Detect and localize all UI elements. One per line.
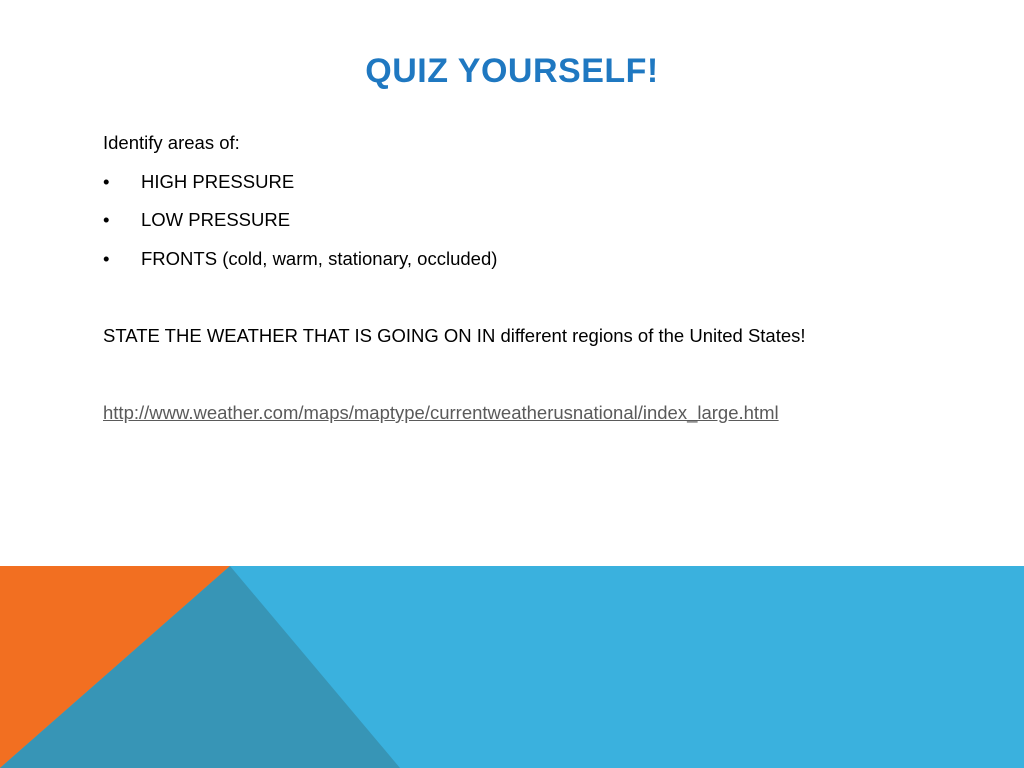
slide-body [103, 128, 983, 437]
bullet-text: HIGH PRESSURE [141, 170, 295, 192]
weather-map-link[interactable]: http://www.weather.com/maps/maptype/currentweatherusnational/index_large.html [103, 402, 779, 424]
bullet-item-fronts [103, 244, 983, 283]
decorative-color-band [0, 566, 1024, 768]
bullet-text: FRONTS (cold, warm, stationary, occluded) [141, 247, 498, 269]
slide-title: QUIZ YOURSELF! [365, 52, 659, 90]
bullet-glyph: • [103, 247, 110, 269]
bullet-glyph: • [103, 209, 110, 231]
intro-text: Identify areas of: [103, 132, 240, 153]
bullet-glyph: • [103, 170, 110, 192]
bullet-text: LOW PRESSURE [141, 209, 291, 231]
link-line [103, 398, 983, 437]
bullet-item-low-pressure [103, 205, 983, 244]
blank-line [103, 282, 983, 321]
bullet-item-high-pressure [103, 167, 983, 206]
blank-line [103, 360, 983, 399]
instruction-text: STATE THE WEATHER THAT IS GOING ON IN different regions of the United States! [103, 324, 806, 346]
